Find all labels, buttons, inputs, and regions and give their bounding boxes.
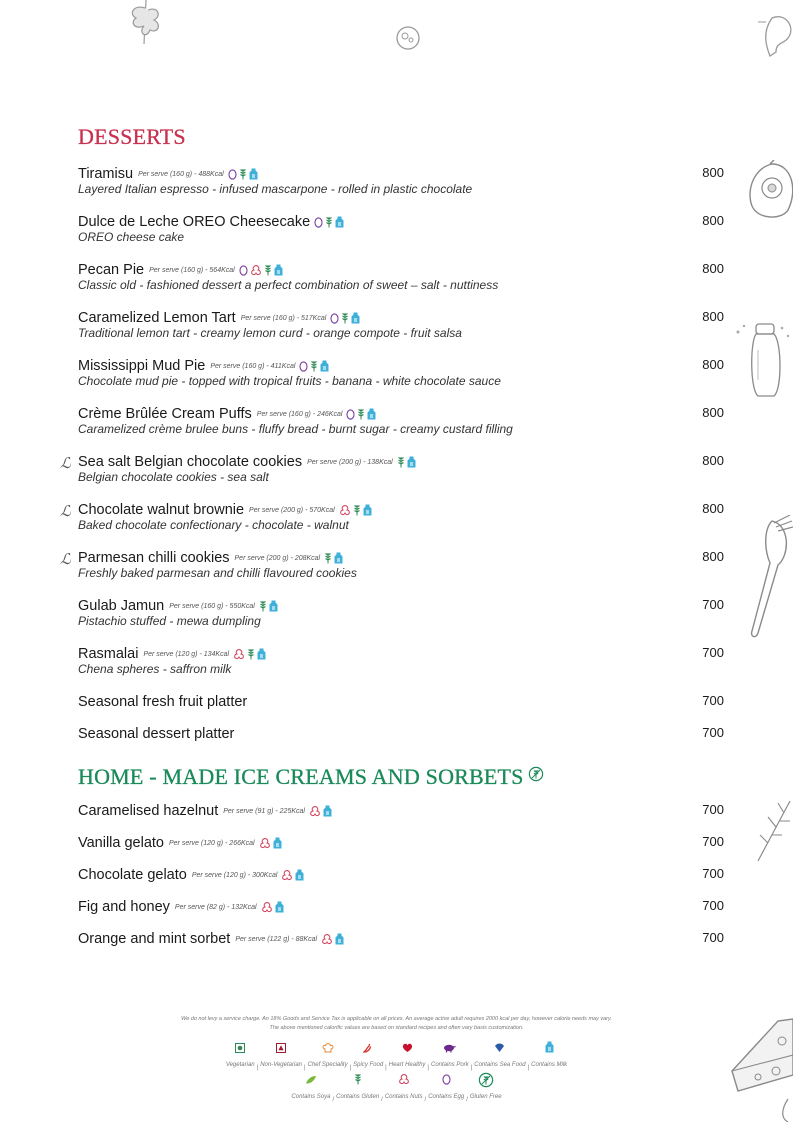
gluten-icon	[239, 168, 247, 180]
menu-item-serving-info: Per serve (120 g) - 266Kcal	[169, 839, 255, 847]
mushroom-illustration	[758, 12, 793, 60]
menu-item	[78, 357, 724, 388]
milk-icon	[320, 360, 329, 372]
legend-label: Non-Vegetarian	[260, 1062, 302, 1068]
legend-label: Vegetarian	[225, 1062, 255, 1068]
nuts-icon	[261, 901, 273, 913]
menu-item-serving-info: Per serve (200 g) - 138Kcal	[307, 458, 393, 466]
menu-item-serving-info: Per serve (122 g) - 88Kcal	[235, 935, 318, 943]
menu-item-serving-info: Per serve (160 g) - 411Kcal	[210, 362, 296, 370]
legend-entry	[336, 1072, 379, 1103]
menu-item	[78, 405, 724, 436]
menu-item-price: 700	[702, 645, 724, 660]
milk-icon	[335, 216, 344, 228]
menu-item	[60, 501, 724, 532]
menu-item-price: 700	[702, 866, 724, 881]
allergen-icons	[259, 600, 278, 612]
menu-item-serving-info: Per serve (160 g) - 488Kcal	[138, 170, 224, 178]
allergen-icons	[346, 408, 376, 420]
footer-note-line-1: We do not levy a service charge. An 18% Goods and Service Tax is applicable on all prices. An average active adult requires 2000 kcal per day, however calorie needs may vary.	[181, 1016, 612, 1022]
menu-item-price: 700	[702, 930, 724, 945]
menu-item-name: Tiramisu	[78, 166, 134, 182]
legend-separator: |	[527, 1065, 530, 1071]
legend-label: Chef Speciality	[307, 1062, 348, 1068]
egg-icon	[346, 408, 355, 420]
legend-entry	[474, 1040, 525, 1071]
gluten-icon	[247, 648, 255, 660]
signature-dish-icon: ℒ	[60, 504, 71, 520]
menu-item-description: Layered Italian espresso - infused mascarpone - rolled in plastic chocolate	[78, 182, 473, 196]
menu-item-description: Traditional lemon tart - creamy lemon curd - orange compote - fruit salsa	[78, 326, 462, 340]
milk-icon	[407, 456, 416, 468]
menu-item-serving-info: Per serve (160 g) - 564Kcal	[149, 266, 235, 274]
nuts-icon	[250, 264, 262, 276]
legend-entry	[260, 1040, 302, 1071]
gluten-free-icon	[528, 762, 544, 788]
dietary-legend-row-2	[0, 1072, 793, 1103]
menu-item-name: Pecan Pie	[78, 262, 145, 278]
gluten-free-icon	[470, 1072, 502, 1082]
legend-separator: /	[466, 1097, 468, 1103]
menu-item-title-line	[78, 645, 724, 663]
menu-item-description: Pistachio stuffed - mewa dumpling	[78, 614, 261, 628]
legend-entry	[428, 1072, 464, 1103]
legend-label: Heart Healthy	[388, 1062, 426, 1068]
menu-item-description: Caramelized crème brulee buns - fluffy bread - burnt sugar - creamy custard filling	[78, 422, 513, 436]
egg-icon	[299, 360, 308, 372]
rosemary-illustration	[756, 795, 793, 865]
milk-icon	[275, 901, 284, 913]
nuts-icon	[259, 837, 271, 849]
menu-item-description: Classic old - fashioned dessert a perfect combination of sweet – salt - nuttiness	[78, 278, 499, 292]
allergen-icons	[239, 264, 283, 276]
allergen-icons	[314, 216, 344, 228]
menu-item-price: 700	[702, 725, 724, 740]
legend-label: Gluten Free	[469, 1094, 502, 1100]
menu-item-title-line	[78, 309, 724, 327]
menu-item-title-line	[78, 213, 724, 231]
seafood-icon	[474, 1040, 525, 1050]
non-veg-icon	[260, 1040, 302, 1050]
milk-icon	[273, 837, 282, 849]
menu-item-title-line	[78, 802, 724, 820]
legend-entry	[385, 1072, 423, 1103]
legend-separator: |	[304, 1065, 306, 1071]
gluten-icon	[310, 360, 318, 372]
menu-item-serving-info: Per serve (160 g) - 517Kcal	[240, 314, 327, 322]
allergen-icons	[299, 360, 329, 372]
pork-icon	[431, 1040, 469, 1050]
nuts-icon	[309, 805, 321, 817]
menu-item-name: Seasonal fresh fruit platter	[78, 694, 248, 710]
menu-item-price: 800	[702, 501, 724, 516]
milk-icon	[334, 552, 343, 564]
menu-item	[78, 309, 724, 340]
menu-item-title-line	[78, 866, 724, 884]
allergen-icons	[321, 933, 344, 945]
menu-item-name: Sea salt Belgian chocolate cookies	[78, 454, 303, 470]
menu-item-price: 800	[702, 213, 724, 228]
menu-item-name: Vanilla gelato	[78, 835, 164, 851]
menu-item-name: Parmesan chilli cookies	[78, 550, 230, 566]
menu-item-description: OREO cheese cake	[78, 230, 185, 244]
chilli-icon	[353, 1040, 383, 1050]
menu-item-price: 700	[702, 693, 724, 708]
menu-item-description: Chocolate mud pie - topped with tropical fruits - banana - white chocolate sauce	[78, 374, 501, 388]
gluten-icon	[353, 504, 361, 516]
allergen-icons	[324, 552, 343, 564]
milk-icon	[295, 869, 304, 881]
gluten-icon	[357, 408, 365, 420]
menu-item-description: Freshly baked parmesan and chilli flavoured cookies	[78, 566, 357, 580]
menu-item	[78, 645, 724, 676]
menu-item	[78, 213, 724, 244]
menu-item-title-line	[78, 165, 724, 183]
menu-item	[78, 725, 724, 743]
menu-item-title-line	[78, 453, 724, 471]
menu-item-name: Seasonal dessert platter	[78, 726, 235, 742]
gluten-icon	[341, 312, 349, 324]
milk-icon	[249, 168, 258, 180]
menu-item-title-line	[78, 261, 724, 279]
legend-entry	[470, 1072, 502, 1103]
menu-item-title-line	[78, 930, 724, 948]
legend-separator: |	[385, 1065, 387, 1071]
menu-item-description: Belgian chocolate cookies - sea salt	[78, 470, 269, 484]
legend-entry	[431, 1040, 469, 1071]
gluten-icon	[259, 600, 267, 612]
menu-item	[78, 597, 724, 628]
footer-note-line-2: The above mentioned calorific values are based on standard recipes and often vary basis customization.	[269, 1025, 524, 1031]
menu-item-price: 700	[702, 898, 724, 913]
menu-item-title-line	[78, 501, 724, 519]
egg-icon	[314, 216, 323, 228]
fork-illustration	[750, 515, 793, 640]
signature-dish-icon: ℒ	[60, 456, 71, 472]
menu-item	[78, 898, 724, 916]
menu-item-price: 800	[702, 357, 724, 372]
legend-separator: /	[332, 1097, 335, 1103]
menu-item-name: Chocolate walnut brownie	[78, 502, 245, 518]
menu-item-title-line	[78, 898, 724, 916]
legend-separator: |	[349, 1065, 352, 1071]
gluten-icon	[325, 216, 333, 228]
legend-label: Contains Gluten	[336, 1094, 380, 1100]
menu-item-name: Fig and honey	[78, 899, 170, 915]
nuts-icon	[233, 648, 245, 660]
milk-icon	[351, 312, 360, 324]
pizza-slice-illustration	[394, 24, 422, 52]
menu-item-serving-info: Per serve (91 g) - 225Kcal	[223, 807, 305, 815]
allergen-icons	[228, 168, 258, 180]
menu-item	[60, 453, 724, 484]
allergen-icons	[339, 504, 372, 516]
gluten-icon	[324, 552, 332, 564]
egg-icon	[228, 168, 237, 180]
milk-icon	[269, 600, 278, 612]
menu-item-serving-info: Per serve (200 g) - 570Kcal	[249, 506, 335, 514]
menu-item-serving-info: Per serve (82 g) - 132Kcal	[174, 903, 257, 911]
herb-sprig-illustration	[124, 0, 168, 46]
milk-icon	[274, 264, 283, 276]
signature-dish-icon: ℒ	[60, 552, 71, 568]
menu-item-name: Caramelized Lemon Tart	[78, 310, 236, 326]
menu-item-description: Chena spheres - saffron milk	[78, 662, 232, 676]
chef-hat-icon	[308, 1040, 348, 1050]
legend-label: Contains Soya	[291, 1094, 331, 1100]
legend-label: Contains Sea Food	[474, 1062, 526, 1068]
salt-shaker-illustration	[732, 320, 793, 400]
milk-icon	[363, 504, 372, 516]
milk-icon	[323, 805, 332, 817]
legend-label: Contains Egg	[428, 1094, 465, 1100]
heart-icon	[389, 1040, 426, 1050]
nuts-icon	[385, 1072, 423, 1082]
legend-separator: /	[424, 1097, 427, 1103]
dietary-legend-row-1	[0, 1040, 793, 1071]
menu-item-price: 700	[702, 802, 724, 817]
allergen-icons	[397, 456, 416, 468]
egg-icon	[239, 264, 248, 276]
menu-item-title-line	[78, 834, 724, 852]
menu-item-serving-info: Per serve (200 g) - 208Kcal	[234, 554, 321, 562]
legend-entry	[353, 1040, 383, 1071]
menu-item-price: 800	[702, 165, 724, 180]
menu-item-name: Mississippi Mud Pie	[78, 358, 206, 374]
menu-item	[78, 930, 724, 948]
legend-label: Contains Milk	[531, 1062, 568, 1068]
menu-item-title-line	[78, 405, 724, 423]
desserts-section-title: DESSERTS	[78, 124, 186, 149]
menu-item-name: Chocolate gelato	[78, 867, 187, 883]
menu-item-name: Rasmalai	[78, 646, 139, 662]
menu-item-serving-info: Per serve (160 g) - 246Kcal	[256, 410, 343, 418]
menu-item-name: Crème Brûlée Cream Puffs	[78, 406, 252, 422]
menu-item-price: 700	[702, 834, 724, 849]
footer-disclaimer	[120, 1015, 673, 1033]
milk-icon	[367, 408, 376, 420]
menu-item	[78, 866, 724, 884]
menu-item-name: Caramelised hazelnut	[78, 803, 219, 819]
legend-entry	[308, 1040, 348, 1071]
menu-item-name: Gulab Jamun	[78, 598, 165, 614]
legend-entry	[389, 1040, 426, 1071]
legend-separator: |	[256, 1065, 259, 1071]
milk-icon	[335, 933, 344, 945]
soya-icon	[291, 1072, 330, 1082]
menu-item-price: 800	[702, 309, 724, 324]
allergen-icons	[309, 805, 332, 817]
menu-item-title-line	[78, 693, 724, 711]
legend-separator: |	[470, 1065, 473, 1071]
veg-icon	[226, 1040, 255, 1050]
legend-entry	[291, 1072, 330, 1103]
menu-item-title-line	[78, 357, 724, 375]
menu-item-price: 700	[702, 597, 724, 612]
legend-label: Spicy Food	[353, 1062, 384, 1068]
menu-item-serving-info: Per serve (120 g) - 300Kcal	[191, 871, 278, 879]
menu-item	[78, 261, 724, 292]
allergen-icons	[330, 312, 360, 324]
legend-separator: |	[427, 1065, 429, 1071]
legend-separator: /	[381, 1097, 383, 1103]
gluten-icon	[397, 456, 405, 468]
allergen-icons	[261, 901, 284, 913]
menu-item	[60, 549, 724, 580]
menu-item-title-line	[78, 549, 724, 567]
menu-item-price: 800	[702, 453, 724, 468]
allergen-icons	[259, 837, 282, 849]
menu-item-price: 800	[702, 405, 724, 420]
egg-icon	[330, 312, 339, 324]
menu-item-title-line	[78, 725, 724, 743]
menu-item-description: Baked chocolate confectionary - chocolate - walnut	[78, 518, 349, 532]
legend-entry	[531, 1040, 567, 1071]
menu-item-serving-info: Per serve (120 g) - 134Kcal	[143, 650, 230, 658]
menu-item	[78, 693, 724, 711]
menu-item-serving-info: Per serve (160 g) - 550Kcal	[169, 602, 255, 610]
gluten-icon	[336, 1072, 379, 1082]
bell-pepper-illustration	[748, 160, 793, 220]
menu-item-name: Orange and mint sorbet	[78, 931, 231, 947]
menu-item	[78, 802, 724, 820]
legend-entry	[226, 1040, 255, 1071]
milk-icon	[531, 1040, 567, 1050]
nuts-icon	[281, 869, 293, 881]
menu-item-name: Dulce de Leche OREO Cheesecake	[78, 214, 311, 230]
allergen-icons	[233, 648, 266, 660]
egg-icon	[428, 1072, 464, 1082]
allergen-icons	[281, 869, 304, 881]
legend-label: Contains Pork	[430, 1062, 469, 1068]
menu-item-title-line	[78, 597, 724, 615]
gluten-icon	[264, 264, 272, 276]
nuts-icon	[321, 933, 333, 945]
nuts-icon	[339, 504, 351, 516]
legend-label: Contains Nuts	[384, 1094, 423, 1100]
milk-icon	[257, 648, 266, 660]
menu-item-price: 800	[702, 549, 724, 564]
ice-cream-section-title: HOME - MADE ICE CREAMS AND SORBETS	[78, 762, 544, 790]
menu-item-price: 800	[702, 261, 724, 276]
menu-item	[78, 165, 724, 196]
menu-item	[78, 834, 724, 852]
